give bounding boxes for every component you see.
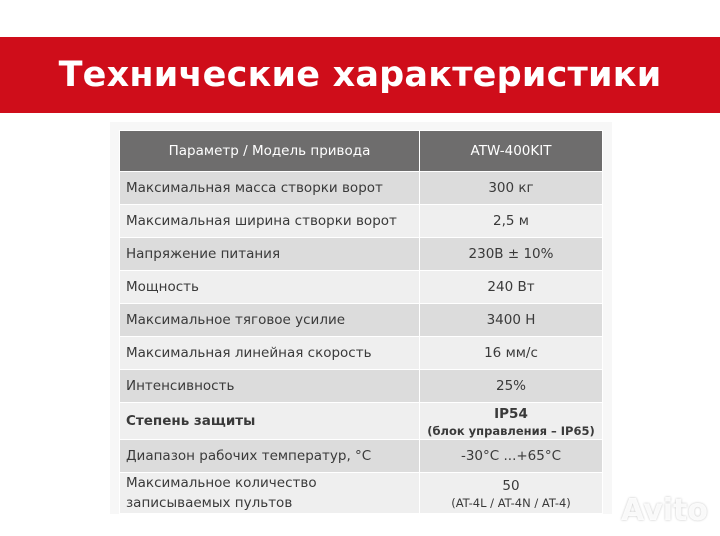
- page-title: Технические характеристики: [58, 55, 662, 95]
- value-cell: -30°C ...+65°C: [420, 440, 603, 473]
- param-cell: Максимальное количество записываемых пультов: [120, 473, 420, 514]
- param-cell: Максимальное тяговое усилие: [120, 304, 420, 337]
- value-cell: 3400 Н: [420, 304, 603, 337]
- value-main: 50: [502, 477, 520, 494]
- table-row: [120, 304, 603, 337]
- title-banner: [0, 37, 720, 113]
- param-cell: Максимальная масса створки ворот: [120, 172, 420, 205]
- avito-watermark: Avito: [621, 493, 708, 528]
- header-model: ATW-400KIT: [420, 131, 603, 172]
- value-note: (AT-4L / AT-4N / AT-4): [451, 495, 571, 510]
- param-cell: Максимальная линейная скорость: [120, 337, 420, 370]
- table-row: [120, 238, 603, 271]
- param-cell: Интенсивность: [120, 370, 420, 403]
- table-row: [120, 370, 603, 403]
- value-cell: 300 кг: [420, 172, 603, 205]
- param-cell: Степень защиты: [120, 403, 420, 440]
- value-cell: 240 Вт: [420, 271, 603, 304]
- value-main: IP54: [494, 405, 528, 422]
- table-row: [120, 473, 603, 514]
- param-cell: Мощность: [120, 271, 420, 304]
- value-note: (блок управления – IP65): [427, 423, 595, 438]
- header-parameter: Параметр / Модель привода: [120, 131, 420, 172]
- value-cell: [420, 403, 603, 440]
- table-row: [120, 403, 603, 440]
- value-cell: 2,5 м: [420, 205, 603, 238]
- value-cell: 230В ± 10%: [420, 238, 603, 271]
- param-cell: Максимальная ширина створки ворот: [120, 205, 420, 238]
- table-row: [120, 172, 603, 205]
- table-row: [120, 337, 603, 370]
- param-cell: Диапазон рабочих температур, °C: [120, 440, 420, 473]
- table-row: [120, 271, 603, 304]
- table-header: [120, 131, 603, 172]
- table-row: [120, 205, 603, 238]
- value-cell: [420, 473, 603, 514]
- value-cell: 25%: [420, 370, 603, 403]
- param-cell: Напряжение питания: [120, 238, 420, 271]
- table-row: [120, 440, 603, 473]
- value-cell: 16 мм/с: [420, 337, 603, 370]
- specs-table: [119, 130, 603, 514]
